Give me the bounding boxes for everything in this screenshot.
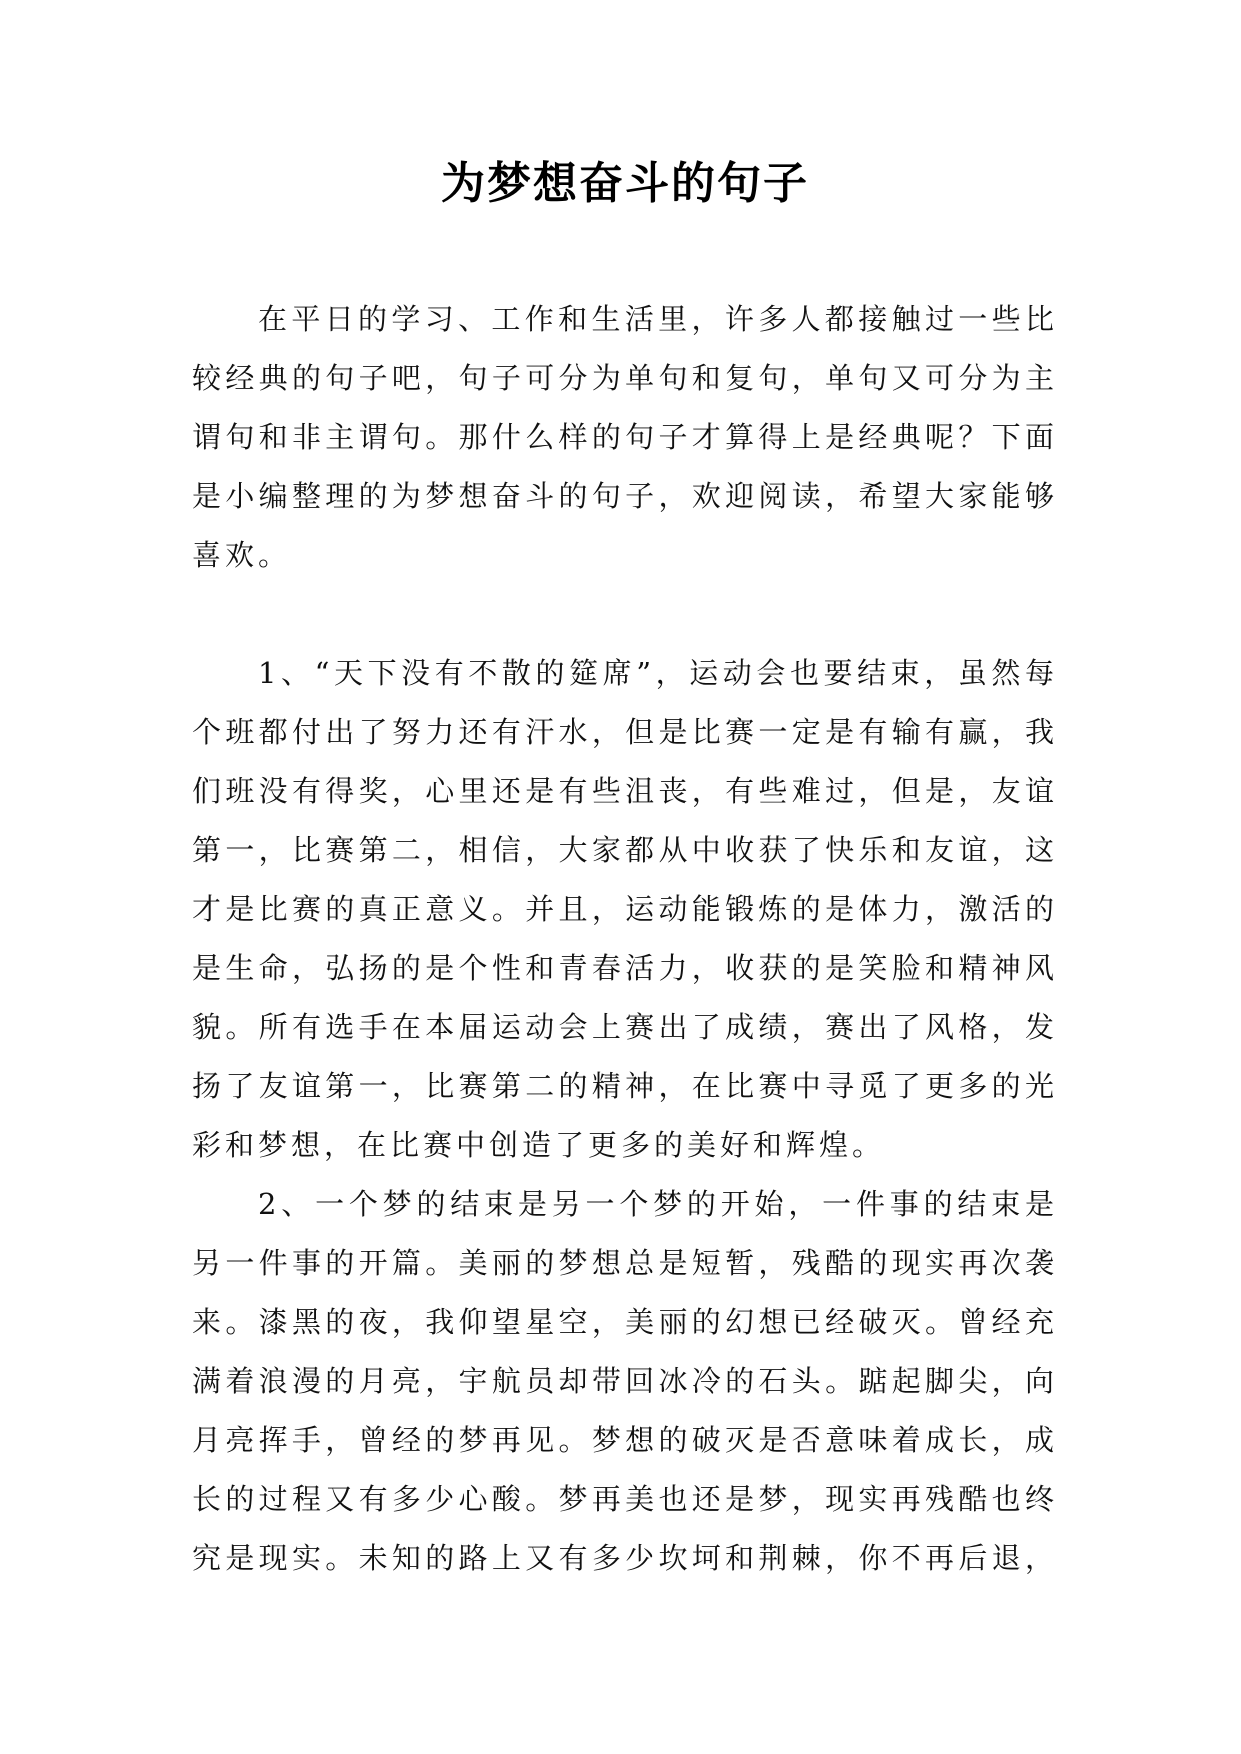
paragraph-line: 究是现实。未知的路上又有多少坎坷和荆棘，你不再后退， <box>192 1541 1058 1575</box>
paragraph-line: 貌。所有选手在本届运动会上赛出了成绩，赛出了风格，发 <box>192 1010 1058 1044</box>
paragraph-line: 在平日的学习、工作和生活里，许多人都接触过一些比 <box>258 302 1058 336</box>
paragraph-line: 另一件事的开篇。美丽的梦想总是短暂，残酷的现实再次袭 <box>192 1246 1058 1280</box>
paragraph-line: 第一，比赛第二，相信，大家都从中收获了快乐和友谊，这 <box>192 833 1058 867</box>
paragraph-line: 谓句和非主谓句。那什么样的句子才算得上是经典呢？下面 <box>192 420 1058 454</box>
paragraph-line: 1、“天下没有不散的筵席”，运动会也要结束，虽然每 <box>258 656 1058 690</box>
paragraph-line: 是生命，弘扬的是个性和青春活力，收获的是笑脸和精神风 <box>192 951 1058 985</box>
paragraph-line: 较经典的句子吧，句子可分为单句和复句，单句又可分为主 <box>192 361 1058 395</box>
document-body <box>192 290 1058 1588</box>
paragraph-line: 扬了友谊第一，比赛第二的精神，在比赛中寻觅了更多的光 <box>192 1069 1058 1103</box>
paragraph-line: 月亮挥手，曾经的梦再见。梦想的破灭是否意味着成长，成 <box>192 1423 1058 1457</box>
paragraph-line: 长的过程又有多少心酸。梦再美也还是梦，现实再残酷也终 <box>192 1482 1058 1516</box>
paragraph-line: 来。漆黑的夜，我仰望星空，美丽的幻想已经破灭。曾经充 <box>192 1305 1058 1339</box>
paragraph-line: 们班没有得奖，心里还是有些沮丧，有些难过，但是，友谊 <box>192 774 1058 808</box>
paragraph-line: 才是比赛的真正意义。并且，运动能锻炼的是体力，激活的 <box>192 892 1058 926</box>
document-title: 为梦想奋斗的句子 <box>441 158 809 209</box>
paragraph-line: 喜欢。 <box>192 538 292 572</box>
paragraph-line: 满着浪漫的月亮，宇航员却带回冰冷的石头。踮起脚尖，向 <box>192 1364 1058 1398</box>
paragraph-item-1 <box>192 644 1058 1175</box>
paragraph-item-2 <box>192 1175 1058 1588</box>
paragraph-line: 个班都付出了努力还有汗水，但是比赛一定是有输有赢，我 <box>192 715 1058 749</box>
paragraph-line: 2、一个梦的结束是另一个梦的开始，一件事的结束是 <box>258 1187 1058 1221</box>
paragraph-line: 是小编整理的为梦想奋斗的句子，欢迎阅读，希望大家能够 <box>192 479 1058 513</box>
paragraph-spacer <box>192 585 1058 644</box>
paragraph-intro <box>192 290 1058 585</box>
paragraph-line: 彩和梦想，在比赛中创造了更多的美好和辉煌。 <box>192 1128 886 1162</box>
